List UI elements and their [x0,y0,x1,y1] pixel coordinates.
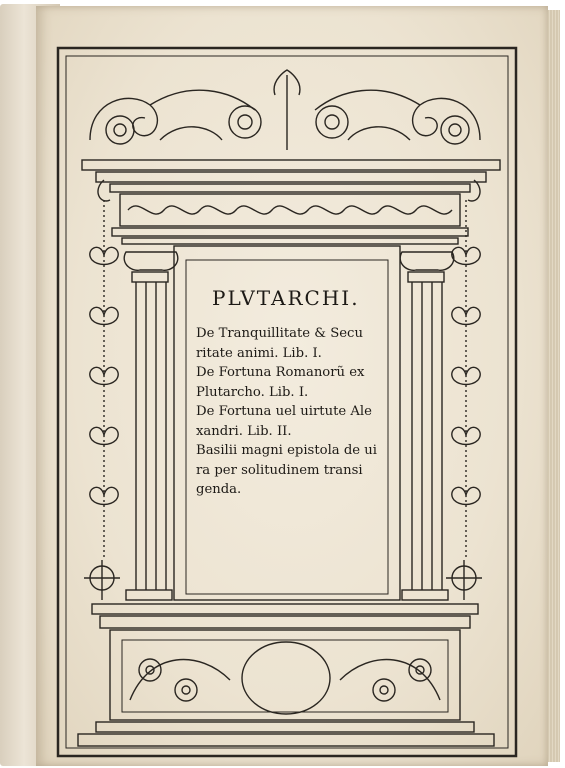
book-title: PLVTARCHI. [212,286,360,310]
title-line: ritate animi. Lib. I. [196,345,322,361]
title-line: ra per solitudinem transi [196,462,363,478]
title-line: Plutarcho. Lib. I. [196,384,309,400]
title-line: De Fortuna Romanorũ ex [196,365,365,380]
title-line: genda. [196,482,242,497]
title-line: Basilii magni epistola de ui [196,443,377,458]
left-column [124,252,178,600]
right-column [400,252,454,600]
top-scroll-ornament [90,70,480,150]
title-text-block [192,268,397,590]
left-garland [84,180,120,600]
title-line: De Tranquillitate & Secu [196,326,363,341]
title-line: xandri. Lib. II. [196,423,292,439]
entablature [82,160,500,244]
pedestal-base [78,604,494,746]
title-line: De Fortuna uel uirtute Ale [196,404,372,419]
right-garland [446,180,482,600]
